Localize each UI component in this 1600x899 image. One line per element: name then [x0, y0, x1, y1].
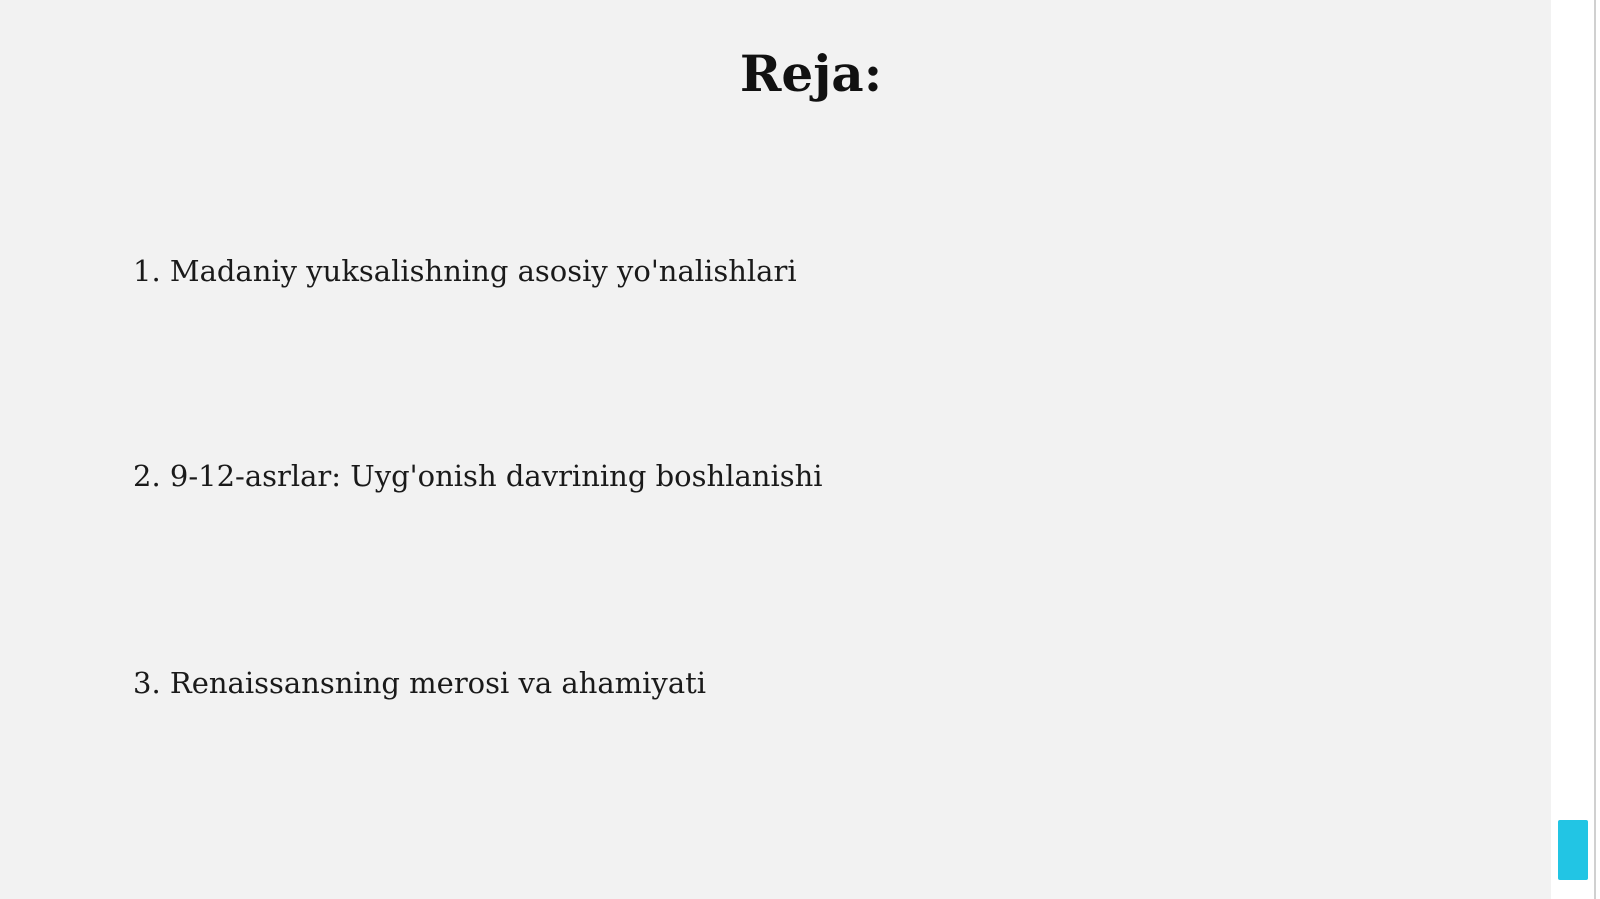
window-edge-divider	[1594, 0, 1596, 899]
scrollbar-thumb[interactable]	[1558, 820, 1588, 880]
plan-item-2: 2. 9-12-asrlar: Uyg'onish davrining boshlanishi	[133, 459, 823, 493]
plan-item-3: 3. Renaissansning merosi va ahamiyati	[133, 666, 707, 700]
plan-item-1: 1. Madaniy yuksalishning asosiy yo'nalishlari	[133, 254, 797, 288]
slide-title: Reja:	[739, 44, 883, 103]
